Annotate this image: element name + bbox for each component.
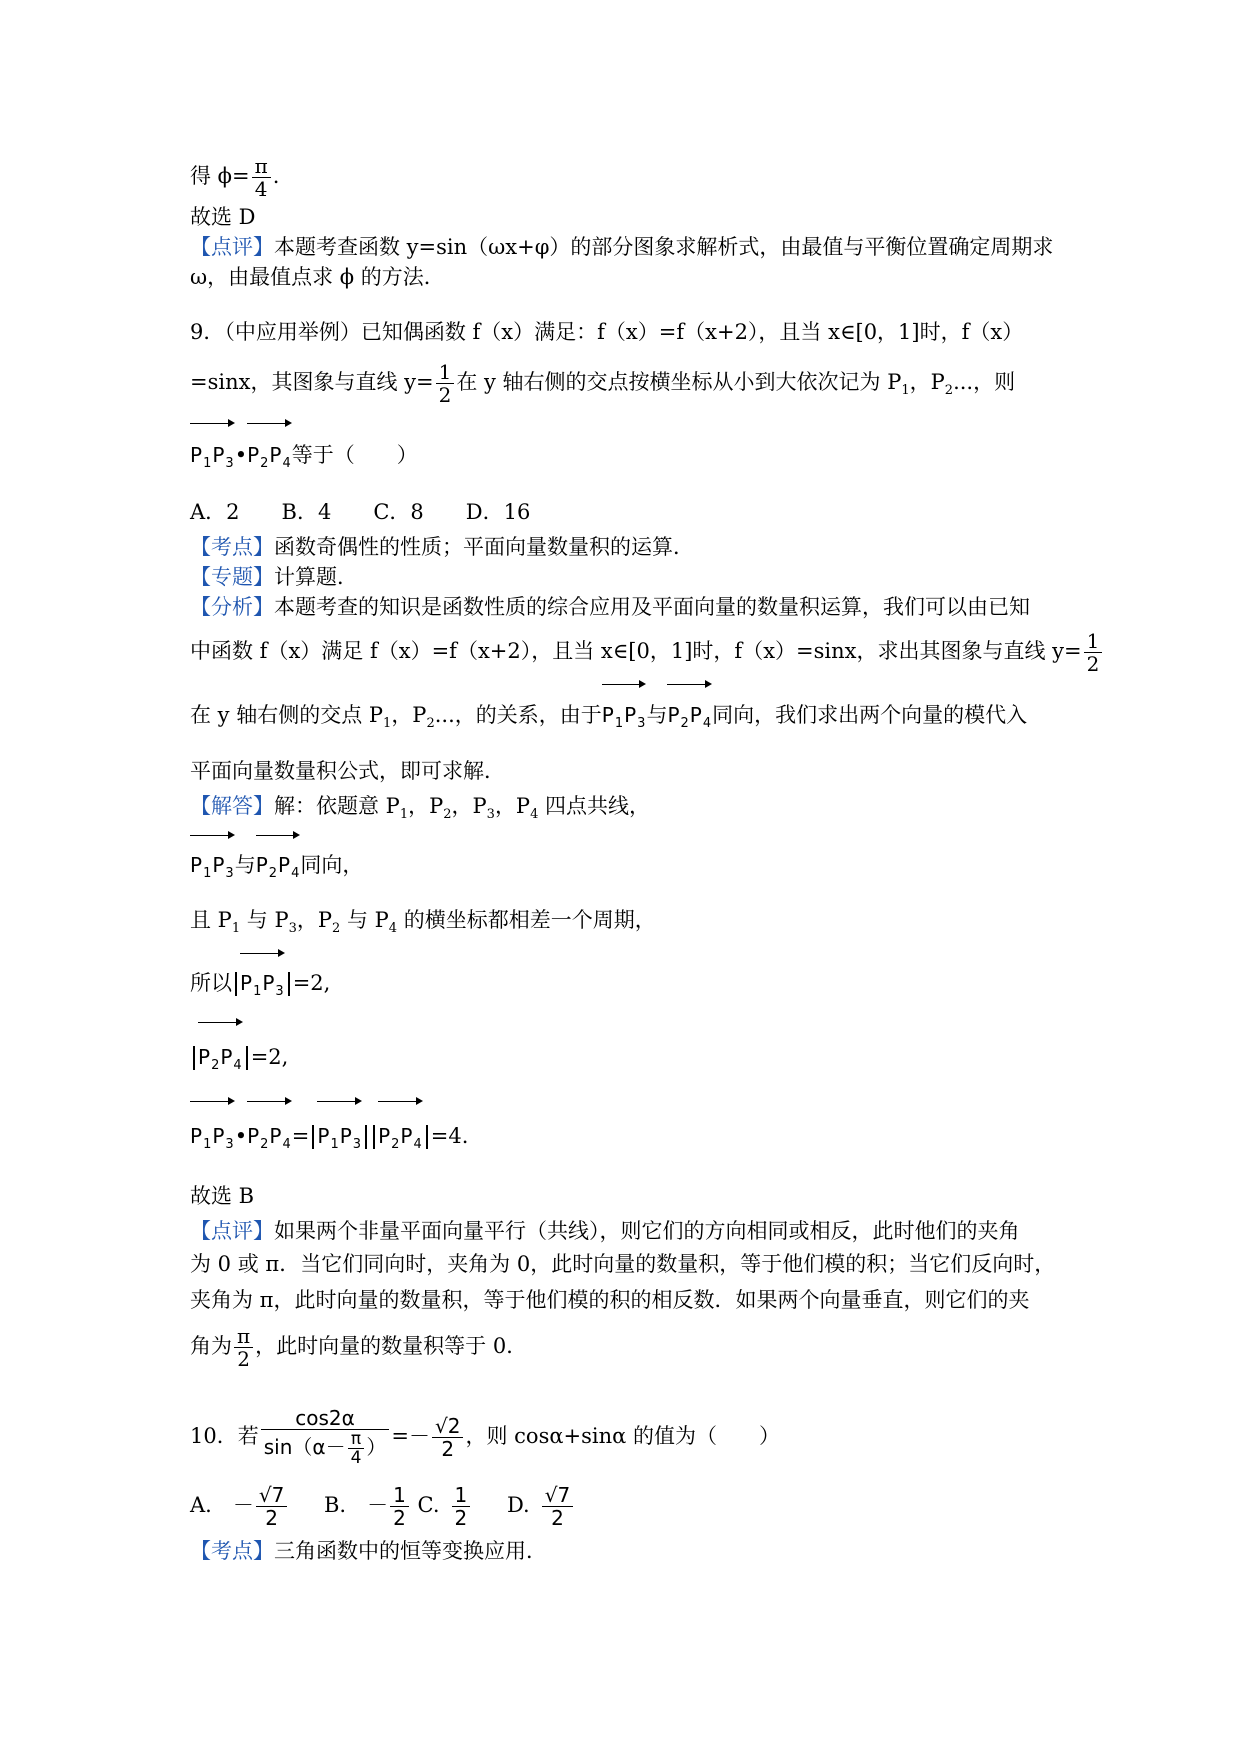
line-jieda-1: 【解答】解：依题意 $P_1$，$P_2$，$P_3$，$P_4$ 四点共线， (190, 794, 651, 823)
denominator: 4 (254, 177, 268, 201)
fraction-pi-over-4 (252, 155, 271, 200)
question-9-stem-3 (190, 419, 1060, 492)
text: 中函数 f（x）满足 f（x）=f（x+2），且当 x∈[0，1]时，f（x）=sinx，求出其图象与直线 y= (190, 639, 1082, 664)
text: 等于（ ） (291, 443, 418, 468)
text: ，P (909, 370, 945, 394)
tag-kaodian: 【考点】 (190, 535, 274, 560)
vector-p1p3: $P_1P_3$ (317, 1097, 362, 1176)
text: 函数奇偶性的性质；平面向量数量积的运算． (274, 535, 694, 560)
line-dianping-4: 角为 $\frac{\pi}{2}$ ，此时向量的数量积等于 0． (190, 1323, 528, 1371)
tag-dianping: 【点评】 (190, 235, 274, 259)
line-answer-b: 故选 B (190, 1183, 255, 1208)
line-jieda-5: $P_2P_4 =2$, (190, 1018, 1060, 1097)
fraction-cos2a-over-sin: cos2α sin（α－ $\frac{\pi}{4}$ ） (261, 1407, 390, 1467)
line-fenxi-1 (190, 592, 1060, 622)
line-jieda-6: $P_1P_3•P_2P_4= P_1P_3$ $P_2P_4 =4$. (190, 1097, 1060, 1176)
subscript: 1 (901, 383, 910, 399)
text: ...，则 (953, 370, 1016, 394)
text: 在 y 轴右侧的交点 P (190, 703, 384, 728)
line-comment-2: ω，由最值点求 ϕ 的方法． (190, 265, 445, 289)
fraction-pi-over-4: $\frac{\pi}{4}$ (348, 1430, 365, 1467)
vector-p2p4: $P_2P_4$ (198, 1018, 243, 1097)
tag-jieda: 【解答】 (190, 794, 274, 819)
vector-p1p3: $P_1P_3$ (602, 680, 647, 751)
line-dianping-3: 夹角为 π，此时向量的数量积，等于他们模的积的相反数．如果两个向量垂直，则它们的夹 (190, 1287, 1030, 1312)
text: 在 y 轴右侧的交点按横坐标从小到大依次记为 P (456, 370, 902, 394)
abs-bar (235, 972, 237, 996)
tag-fenxi: 【分析】 (190, 595, 274, 620)
vector-p1p3: $P_1P_3$ (190, 831, 235, 900)
line-kaodian (190, 532, 1060, 562)
tag-zhuanti: 【专题】 (190, 565, 274, 590)
text: =sinx，其图象与直线 y= (190, 370, 434, 394)
fraction-1-over-2: $\frac{1}{2}$ (452, 1484, 471, 1529)
text: 本题考查函数 y=sin（ωx+φ）的部分图象求解析式，由最值与平衡位置确定周期求 (274, 235, 1054, 259)
vector-p2p4: $P_2P_4$ (378, 1097, 423, 1176)
vector-p2p4: $P_2P_4$ (256, 831, 301, 900)
line-jieda-4: 所以 $P_1P_3 =2$, (190, 949, 1060, 1018)
fraction-sqrt2-over-2: $\frac{√2}{2}$ (432, 1415, 463, 1460)
line-fenxi-3: 在 y 轴右侧的交点 $P_1$，$P_2$...，的关系，由于$P_1P_3$与$P_2P_4$同向，我们求出两个向量的模代入 (190, 680, 1060, 751)
fraction-sqrt7-over-2: $\frac{√7}{2}$ (542, 1484, 573, 1529)
line-jieda-3: 且 $P_1$ 与 $P_3$，$P_2$ 与 $P_4$ 的横坐标都相差一个周期， (190, 907, 656, 936)
line-answer-d: 故选 D (190, 205, 256, 229)
text: 计算题． (274, 565, 358, 590)
line-zhuanti (190, 562, 1060, 592)
text: 得 ϕ= (190, 164, 250, 188)
line-fenxi-2 (190, 622, 1100, 680)
text: 本题考查的知识是函数性质的综合应用及平面向量的数量积运算，我们可以由已知 (274, 595, 1030, 620)
option-b: B. － (324, 1492, 389, 1517)
fraction-pi-over-2: $\frac{\pi}{2}$ (234, 1325, 253, 1370)
vector-p2p4: $P_2P_4$ (247, 419, 292, 492)
fraction-1-2: $\frac{1}{2}$ (1084, 630, 1103, 675)
option-d: D. (506, 1492, 530, 1517)
subscript: 2 (944, 383, 954, 399)
option-a: A. － (190, 1492, 254, 1517)
abs-bar (288, 972, 290, 996)
line-comment-1 (190, 232, 1060, 262)
vector-p1p3: $P_1P_3$ (190, 419, 235, 492)
text: . (272, 164, 280, 188)
vector-p1p3: $P_1P_3$ (190, 1097, 235, 1176)
fraction-1-over-2: $\frac{1}{2}$ (390, 1484, 409, 1529)
dot-operator: • (234, 443, 248, 468)
denominator: 2 (438, 383, 452, 407)
abs-bar (246, 1046, 248, 1070)
line-jieda-2: $P_1P_3$与$P_2P_4$同向， (190, 831, 1060, 900)
vector-p1p3: $P_1P_3$ (240, 949, 285, 1018)
question-10-stem: 10．若 cos2α sin（α－ $\frac{\pi}{4}$ ） =－ $\frac{√2}{2}$ ，则 cosα+sinα 的值为（ ） (190, 1406, 780, 1469)
tag-kaodian: 【考点】 (190, 1538, 274, 1563)
line-kaodian-10: 【考点】三角函数中的恒等变换应用． (190, 1538, 547, 1563)
document-page (190, 150, 1100, 1566)
question-9-options: A．2 B．4 C．8 D．16 (190, 500, 531, 525)
fraction-1-2 (436, 361, 455, 406)
line-fenxi-4: 平面向量数量积公式，即可求解． (190, 759, 505, 784)
question-9-stem-2 (190, 354, 1060, 419)
vector-p2p4: $P_2P_4$ (667, 680, 712, 751)
line-phi-result (190, 150, 1060, 202)
numerator: π (252, 155, 271, 178)
question-9-stem: 9．（中应用举例）已知偶函数 f（x）满足：f（x）=f（x+2），且当 x∈[0，1]时，f（x） (190, 320, 1024, 344)
tag-dianping: 【点评】 (190, 1218, 274, 1243)
question-10-options (190, 1474, 1060, 1536)
option-c: C. (417, 1492, 440, 1517)
numerator: 1 (436, 361, 455, 384)
line-dianping-1: 【点评】如果两个非量平面向量平行（共线），则它们的方向相同或相反，此时他们的夹角 (190, 1218, 1020, 1243)
line-dianping-2: 为 0 或 π．当它们同向时，夹角为 0，此时向量的数量积，等于他们模的积；当它们反向时， (190, 1251, 1056, 1276)
fraction-sqrt7-over-2: $\frac{√7}{2}$ (256, 1484, 287, 1529)
abs-bar (193, 1046, 195, 1070)
vector-p2p4: $P_2P_4$ (247, 1097, 292, 1176)
